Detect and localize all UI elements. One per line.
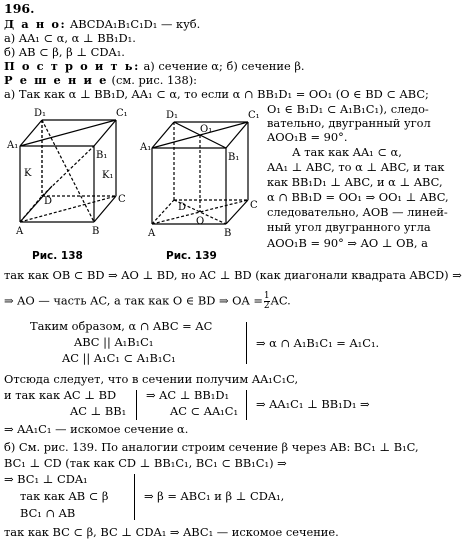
text-line: А так как AA₁ ⊂ α, xyxy=(292,145,402,159)
text-line: б) См. рис. 139. По аналогии строим сечение β через AB: BC₁ ⊥ B₁C, xyxy=(4,440,419,454)
solution-ref: (см. рис. 138): xyxy=(107,73,198,87)
vertex-label: O₁ xyxy=(200,124,213,135)
vertex-label: O xyxy=(196,216,205,227)
vertex-label: A xyxy=(148,228,156,239)
vertex-label: D₁ xyxy=(166,110,179,121)
text-line: AOO₁B = 90° ⇒ AO ⊥ OB, а xyxy=(267,236,428,250)
given-text: ABCDA₁B₁C₁D₁ — куб. xyxy=(66,17,201,31)
text-line: α ∩ BB₁D = OO₁ ⇒ OO₁ ⊥ ABC, xyxy=(267,190,449,204)
text-line xyxy=(4,292,291,311)
construct-text: а) сечение α; б) сечение β. xyxy=(139,59,305,73)
vertex-label: C xyxy=(250,200,258,211)
brace xyxy=(134,474,135,520)
solution-label: Р е ш е н и е xyxy=(4,73,108,87)
problem-number: 196. xyxy=(4,1,35,16)
text-line: Таким образом, α ∩ ABC = AC xyxy=(30,319,213,333)
text-line: AC ⊥ BB₁ xyxy=(70,404,127,418)
formula-part: ⇒ AO — часть AC, а так как O ∈ BD ⇒ OA = xyxy=(4,293,263,308)
figure-caption: Рис. 138 xyxy=(32,250,83,262)
given-a: а) AA₁ ⊂ α, α ⊥ BB₁D₁. xyxy=(4,31,136,45)
vertex-label: A₁ xyxy=(140,142,152,153)
cube-figure-139 xyxy=(138,104,268,254)
vertex-label: B₁ xyxy=(96,150,108,161)
vertex-label: D xyxy=(178,202,187,213)
vertex-label: B xyxy=(224,228,232,239)
text-line: ный угол двугранного угла xyxy=(267,220,431,234)
vertex-label: C₁ xyxy=(248,110,260,121)
text-line: как BB₁D₁ ⊥ ABC, и α ⊥ ABC, xyxy=(267,175,443,189)
vertex-label: B₁ xyxy=(228,152,240,163)
brace xyxy=(136,390,137,420)
text-line: ⇒ AA₁C₁ ⊥ BB₁D₁ ⇒ xyxy=(256,397,370,411)
vertex-label: D₁ xyxy=(34,108,47,119)
text-line: ⇒ AA₁C₁ — искомое сечение α. xyxy=(4,422,189,436)
vertex-label: K xyxy=(24,168,32,179)
formula-part: AC. xyxy=(270,293,291,308)
text-line: следовательно, AOB — линей- xyxy=(267,205,448,219)
vertex-label: D xyxy=(44,196,53,207)
text-line: BC₁ ⊥ CD (так как CD ⊥ BB₁C₁, BC₁ ⊂ BB₁C₁) ⇒ xyxy=(4,456,287,470)
vertex-label: K₁ xyxy=(102,170,114,181)
solution-line xyxy=(4,73,197,87)
brace xyxy=(246,390,247,420)
given-line xyxy=(4,17,200,31)
text-line: ⇒ α ∩ A₁B₁C₁ = A₁C₁. xyxy=(256,336,380,350)
construct-line xyxy=(4,59,305,73)
vertex-label: B xyxy=(92,226,100,237)
construct-label: П о с т р о и т ь: xyxy=(4,59,140,73)
text-line: AC ⊂ AA₁C₁ xyxy=(170,404,239,418)
brace xyxy=(246,322,247,364)
text-line: ⇒ AC ⊥ BB₁D₁ xyxy=(146,388,230,402)
text-line: BC₁ ∩ AB xyxy=(20,506,76,520)
text-line: так как AB ⊂ β xyxy=(20,489,109,503)
fraction-one-half xyxy=(264,292,270,311)
text-line: AOO₁B = 90°. xyxy=(267,130,348,144)
text-line: вательно, двугранный угол xyxy=(267,116,431,130)
fraction-denominator: 2 xyxy=(263,301,270,311)
text-line: ⇒ β = ABC₁ и β ⊥ CDA₁, xyxy=(144,489,285,503)
given-b: б) AB ⊂ β, β ⊥ CDA₁. xyxy=(4,45,125,59)
text-line: а) Так как α ⊥ BB₁D, AA₁ ⊂ α, то если α ∩ BB₁D₁ = OO₁ (O ∈ BD ⊂ ABC; xyxy=(4,87,429,101)
fraction-numerator: 1 xyxy=(263,291,270,301)
text-line: так как BC ⊂ β, BC ⊥ CDA₁ ⇒ ABC₁ — искомое сечение. xyxy=(4,525,339,539)
text-line: O₁ ∈ B₁D₁ ⊂ A₁B₁C₁), следо- xyxy=(267,102,429,116)
vertex-label: C xyxy=(118,194,126,205)
cube-figure-138 xyxy=(4,104,134,254)
figure-caption: Рис. 139 xyxy=(166,250,217,262)
text-line: ABC || A₁B₁C₁ xyxy=(74,335,154,349)
text-line: и так как AC ⊥ BD xyxy=(4,388,117,402)
text-line: так как OB ⊂ BD ⇒ AO ⊥ BD, но AC ⊥ BD (как диагонали квадрата ABCD) ⇒ xyxy=(4,268,462,282)
text-line: ⇒ BC₁ ⊥ CDA₁ xyxy=(4,472,88,486)
vertex-label: A₁ xyxy=(7,140,19,151)
vertex-label: A xyxy=(16,226,24,237)
given-label: Д а н о: xyxy=(4,17,67,31)
text-line: Отсюда следует, что в сечении получим AA₁C₁C, xyxy=(4,372,299,386)
text-line: AA₁ ⊥ ABC, то α ⊥ ABC, и так xyxy=(267,160,445,174)
vertex-label: C₁ xyxy=(116,108,128,119)
text-line: AC || A₁C₁ ⊂ A₁B₁C₁ xyxy=(62,351,176,365)
